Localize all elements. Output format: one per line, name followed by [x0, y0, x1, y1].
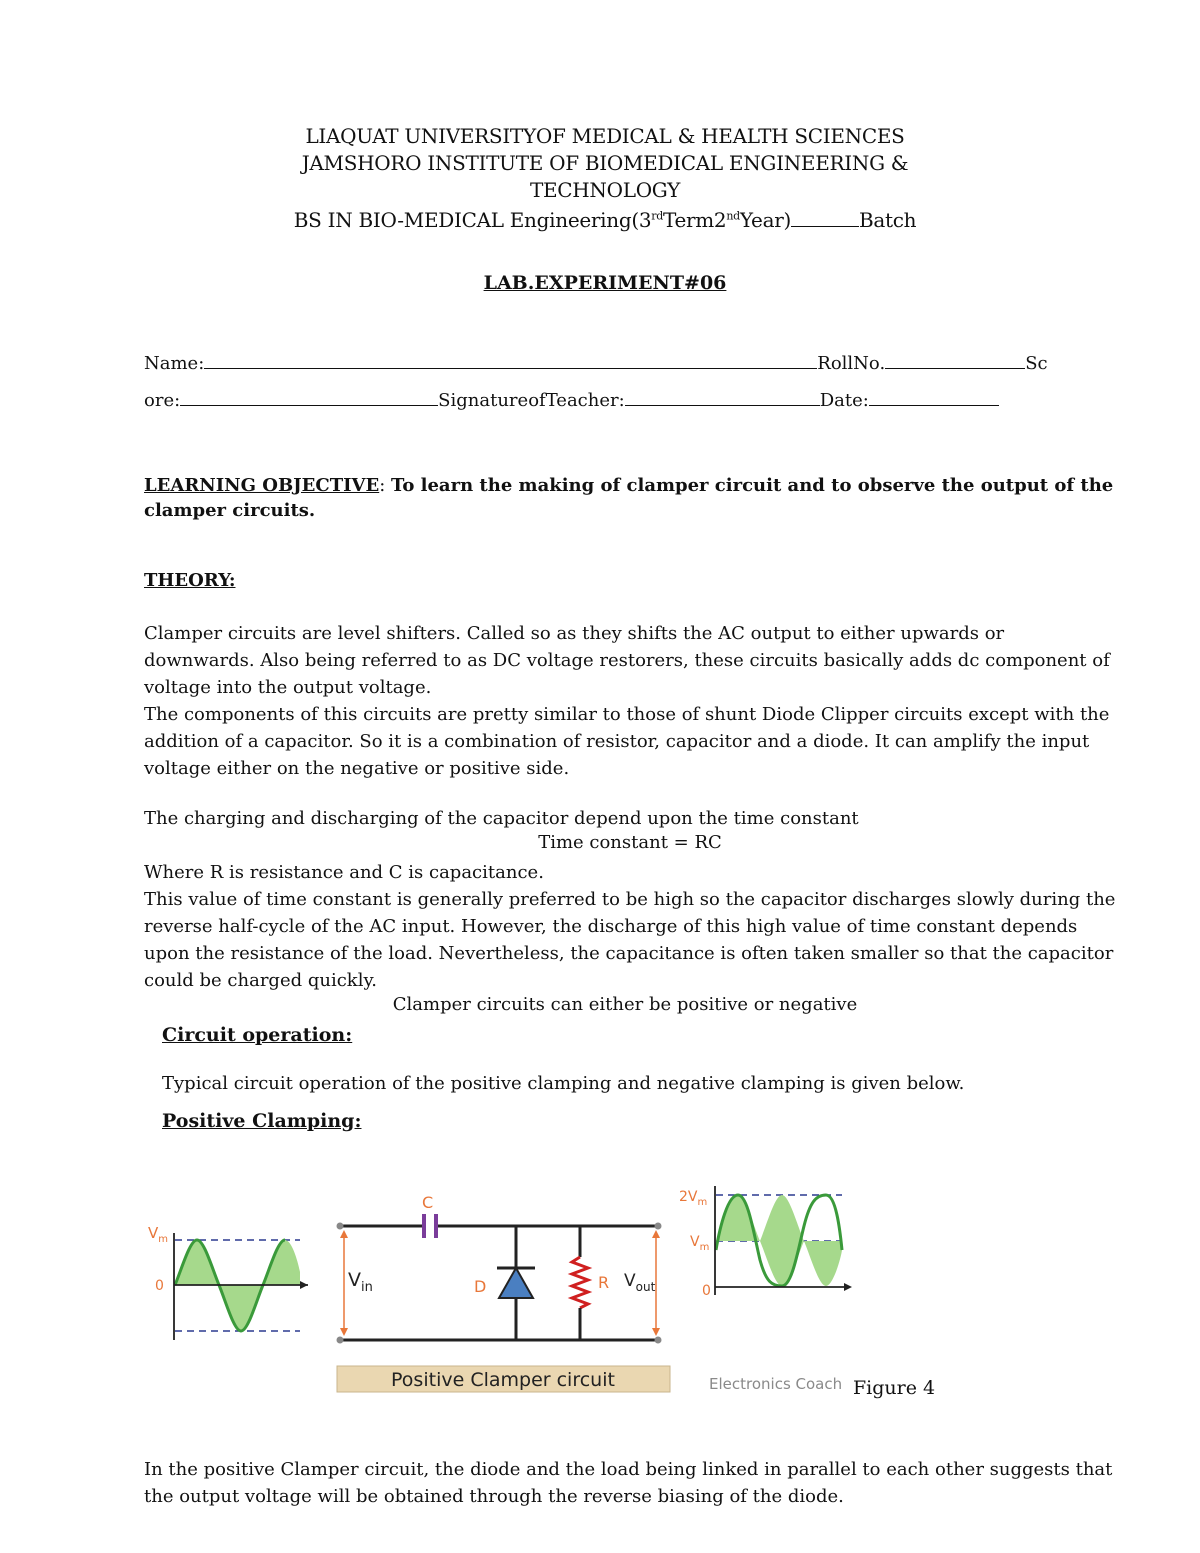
form-row-1 — [144, 349, 1048, 374]
input-x-arrow — [300, 1281, 308, 1289]
node-top-right — [655, 1223, 662, 1230]
positive-clamping-heading: Positive Clamping: — [162, 1110, 362, 1132]
input-waveform — [148, 1224, 308, 1340]
output-waveform — [679, 1186, 852, 1299]
theory-paragraph-5: This value of time constant is generally preferred to be high so the capacitor discharges slowly during the reverse half-cycle of the AC input. However, the discharge of this high value of time constant depends upon the resistance of the load. Nevertheless, the capacitance is often taken smaller so that the capacitor could be charged quickly. — [144, 889, 1116, 991]
vout-label: $V_{out}$ — [624, 1271, 656, 1294]
resistor-zigzag — [572, 1257, 588, 1308]
score-field[interactable] — [180, 386, 438, 406]
input-vm-label: $V_m$ — [148, 1224, 169, 1245]
program-prefix: BS IN BIO-MEDICAL Engineering(3 — [293, 208, 652, 232]
batch-blank[interactable] — [791, 207, 859, 227]
input-neg-fill-1 — [219, 1285, 263, 1331]
output-zero-label: 0 — [702, 1283, 711, 1299]
experiment-title: LAB.EXPERIMENT#06 — [483, 272, 727, 294]
banner-label: Positive Clamper circuit — [391, 1369, 615, 1391]
form-row-2 — [144, 386, 999, 411]
objective-text: To learn the making of clamper circuit and to observe the output of the clamper circuits. — [144, 475, 1114, 521]
input-pos-fill-1 — [175, 1240, 219, 1285]
circuit-operation-text: Typical circuit operation of the positive clamping and negative clamping is given below. — [162, 1073, 965, 1094]
output-vm-label: $V_m$ — [690, 1234, 710, 1253]
capacitor-label: C — [422, 1193, 434, 1212]
vin-label: $V_{in}$ — [348, 1269, 373, 1295]
roll-label: RollNo. — [817, 353, 886, 374]
score-label-part1: Sc — [1025, 353, 1048, 374]
closing-paragraph: In the positive Clamper circuit, the diode and the load being linked in parallel to each other suggests that the output voltage will be obtained through the reverse biasing of the diode. — [144, 1459, 1113, 1507]
theory-paragraph-6: Clamper circuits can either be positive or negative — [392, 994, 858, 1015]
program-year: Year) — [739, 208, 791, 232]
input-pos-fill-2 — [263, 1240, 300, 1285]
program-line — [0, 207, 1200, 232]
node-top-left — [337, 1223, 344, 1230]
theory-paragraph-3: The charging and discharging of the capacitor depend upon the time constant — [144, 808, 859, 829]
output-x-arrow — [844, 1283, 852, 1291]
vin-arrow-head-bottom — [340, 1328, 348, 1336]
objective-label: LEARNING OBJECTIVE — [144, 475, 380, 496]
date-label: Date: — [819, 390, 869, 411]
name-label: Name: — [144, 353, 205, 374]
node-bottom-left — [337, 1337, 344, 1344]
input-zero-label: 0 — [155, 1278, 164, 1294]
name-field[interactable] — [204, 349, 817, 369]
roll-field[interactable] — [885, 349, 1025, 369]
vout-arrow-head-bottom — [652, 1328, 660, 1336]
objective-sep: : — [379, 475, 392, 496]
batch-label: Batch — [858, 208, 917, 232]
date-field[interactable] — [869, 386, 999, 406]
positive-clamper-figure — [0, 1170, 1200, 1410]
signature-label: SignatureofTeacher: — [438, 390, 625, 411]
output-pos-fill-2 — [760, 1195, 804, 1241]
signature-field[interactable] — [625, 386, 820, 406]
diode-label: D — [474, 1277, 487, 1296]
theory-paragraph-4: Where R is resistance and C is capacitance. — [144, 862, 544, 883]
node-bottom-right — [655, 1337, 662, 1344]
watermark-text: Electronics Coach — [709, 1375, 843, 1393]
theory-heading: THEORY: — [144, 570, 236, 591]
theory-paragraph-2: The components of this circuits are pretty similar to those of shunt Diode Clipper circuits except with the addition of a capacitor. So it is a combination of resistor, capacitor and a diode. It can amplify the input voltage either on the negative or positive side. — [144, 704, 1110, 779]
clamper-circuit — [337, 1193, 662, 1344]
institute-name: JAMSHORO INSTITUTE OF BIOMEDICAL ENGINEERING & — [301, 151, 909, 175]
program-sup-1: rd — [651, 209, 663, 223]
theory-paragraph-1: Clamper circuits are level shifters. Called so as they shifts the AC output to either upwards or downwards. Also being referred to as DC voltage restorers, these circuits basically adds dc component of voltage into the output voltage. — [144, 623, 1110, 698]
score-label-part2: ore: — [144, 390, 181, 411]
program-sup-2: nd — [726, 209, 740, 223]
vout-arrow-head-top — [652, 1230, 660, 1238]
time-constant-formula: Time constant = RC — [538, 832, 722, 853]
program-term: Term2 — [662, 208, 727, 232]
institute-name-cont: TECHNOLOGY — [529, 178, 681, 202]
figure-caption: Figure 4 — [853, 1377, 936, 1399]
output-neg-fill-2 — [804, 1241, 842, 1286]
learning-objective — [144, 473, 1119, 523]
resistor-label: R — [598, 1273, 610, 1292]
vin-arrow-head-top — [340, 1230, 348, 1238]
university-name: LIAQUAT UNIVERSITYOF MEDICAL & HEALTH SCIENCES — [305, 124, 905, 148]
diode-body — [499, 1268, 533, 1298]
output-2vm-label: $2V_m$ — [679, 1189, 708, 1208]
circuit-operation-heading: Circuit operation: — [162, 1024, 353, 1046]
